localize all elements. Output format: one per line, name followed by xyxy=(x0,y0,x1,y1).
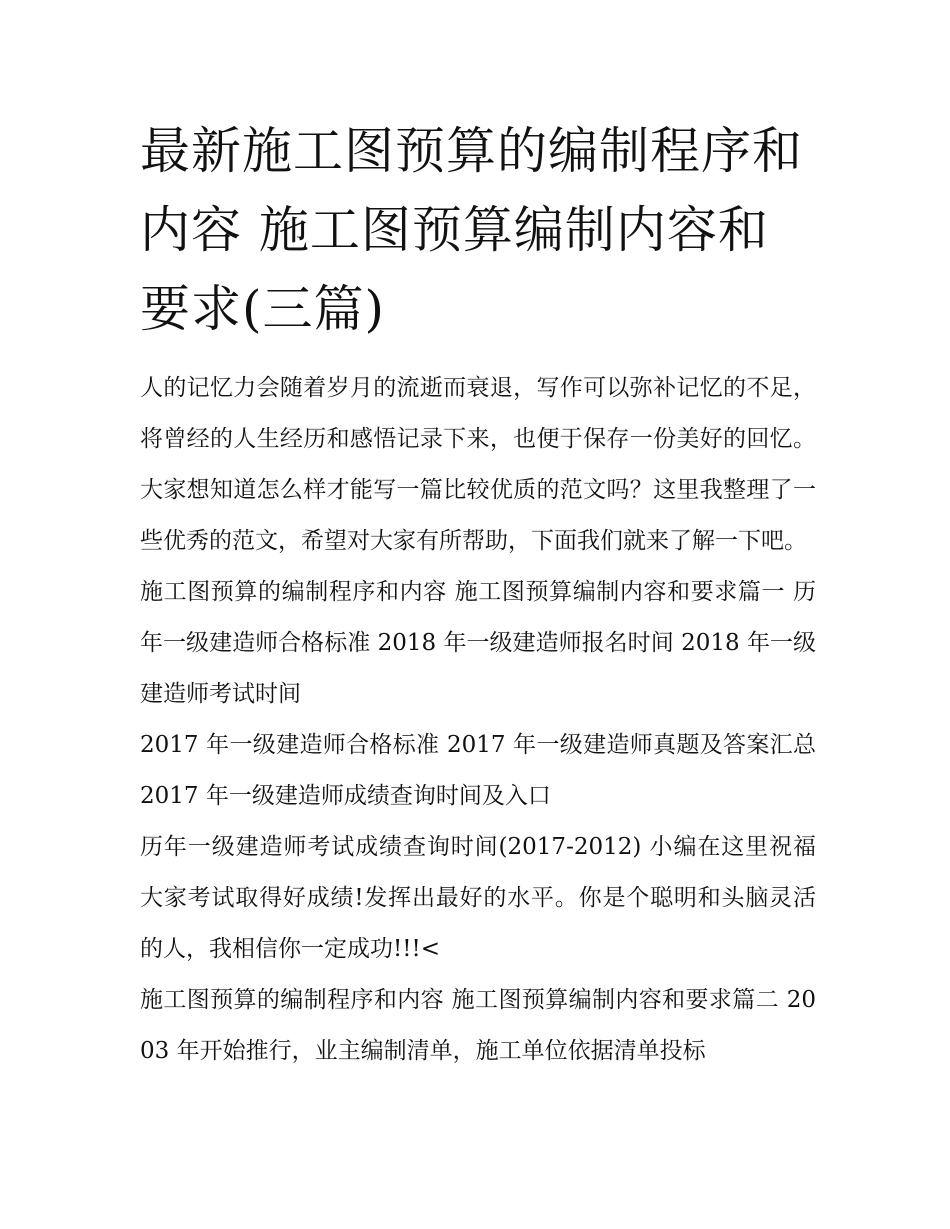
intro-paragraph: 人的记忆力会随着岁月的流逝而衰退，写作可以弥补记忆的不足，将曾经的人生经历和感悟记录下来，也便于保存一份美好的回忆。大家想知道怎么样才能写一篇比较优质的范文吗？这里我整理了一些优秀的范文，希望对大家有所帮助，下面我们就来了解一下吧。 xyxy=(140,375,816,554)
document-title: 最新施工图预算的编制程序和内容 施工图预算编制内容和要求(三篇) xyxy=(140,122,803,338)
document-page xyxy=(140,112,816,1077)
body-paragraph: 施工图预算的编制程序和内容 施工图预算编制内容和要求篇二 2003 年开始推行，业主编制清单，施工单位依据清单投标 xyxy=(140,987,816,1064)
body-paragraph: 2017 年一级建造师合格标准 2017 年一级建造师真题及答案汇总 2017 年一级建造师成绩查询时间及入口 xyxy=(140,732,816,809)
body-paragraph: 历年一级建造师考试成绩查询时间(2017-2012) 小编在这里祝福大家考试取得好成绩!发挥出最好的水平。你是个聪明和头脑灵活的人，我相信你一定成功!!!< xyxy=(140,834,816,962)
body-paragraph: 施工图预算的编制程序和内容 施工图预算编制内容和要求篇一 历年一级建造师合格标准 2018 年一级建造师报名时间 2018 年一级建造师考试时间 xyxy=(140,579,816,707)
